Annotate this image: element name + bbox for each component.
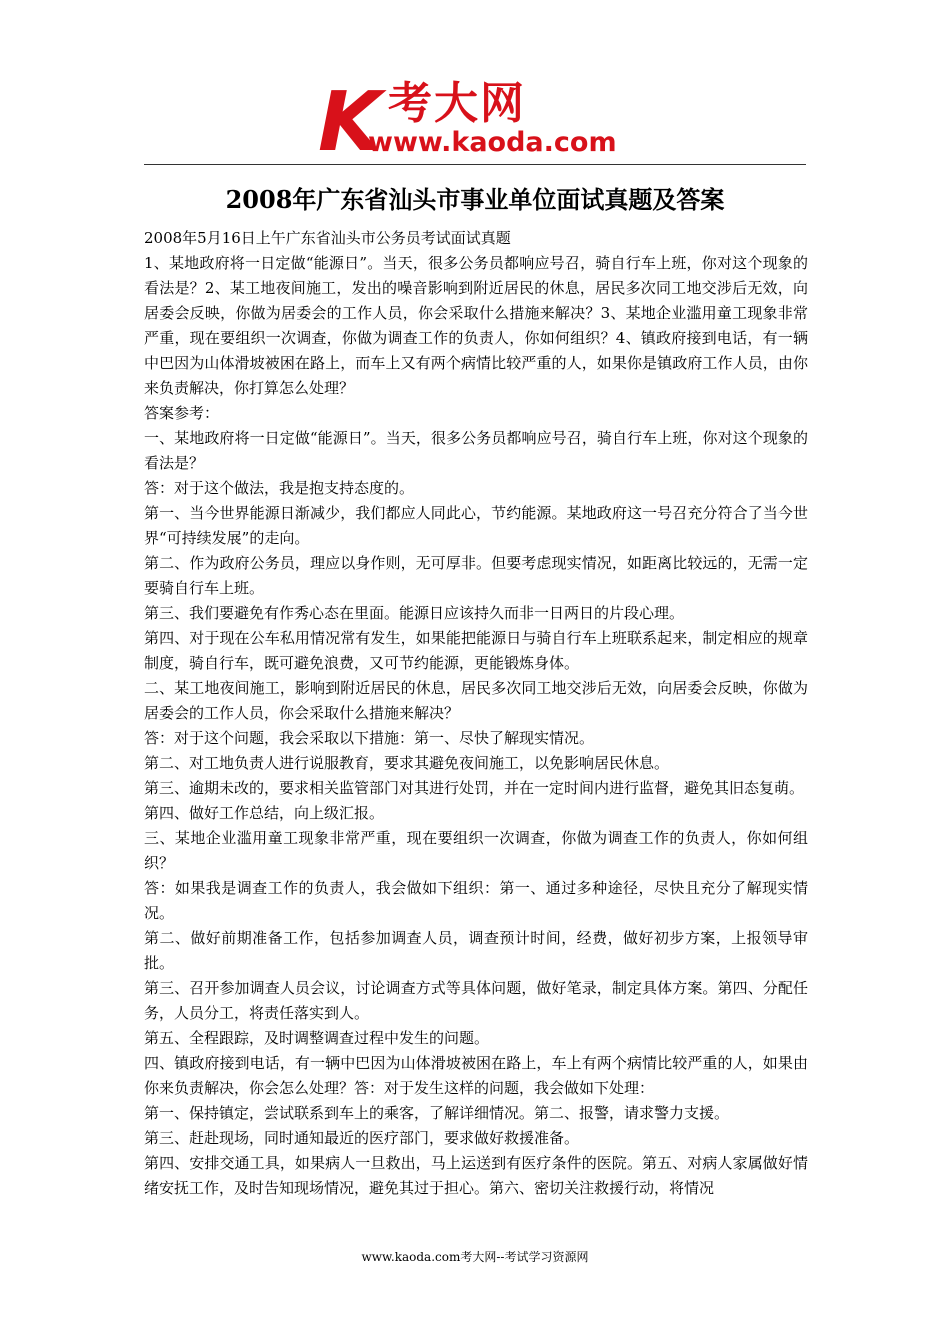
paragraph: 第四、对于现在公车私用情况常有发生，如果能把能源日与骑自行车上班联系起来，制定相应的规章制度，骑自行车，既可避免浪费，又可节约能源，更能锻炼身体。	[144, 629, 808, 672]
paragraph: 四、镇政府接到电话，有一辆中巴因为山体滑坡被困在路上，车上有两个病情比较严重的人，如果由你来负责解决，你会怎么处理？答：对于发生这样的问题，我会做如下处理：	[144, 1054, 808, 1097]
paragraph: 二、某工地夜间施工，影响到附近居民的休息，居民多次同工地交涉后无效，向居委会反映，你做为居委会的工作人员，你会采取什么措施来解决？	[144, 679, 808, 722]
header-divider	[144, 164, 806, 165]
paragraph: 三、某地企业滥用童工现象非常严重，现在要组织一次调查，你做为调查工作的负责人，你如何组织？	[144, 829, 808, 872]
paragraph: 答：对于这个问题，我会采取以下措施：第一、尽快了解现实情况。	[144, 729, 595, 747]
paragraph: 第二、对工地负责人进行说服教育，要求其避免夜间施工，以免影响居民休息。	[144, 754, 670, 772]
page-title: 2008年广东省汕头市事业单位面试真题及答案	[225, 185, 725, 214]
paragraph: 第二、做好前期准备工作，包括参加调查人员，调查预计时间，经费，做好初步方案，上报领导审批。	[144, 929, 808, 972]
logo-k-mark: K	[318, 75, 382, 170]
paragraph: 第三、赶赴现场，同时通知最近的医疗部门，要求做好救援准备。	[144, 1129, 580, 1147]
paragraph: 第四、安排交通工具，如果病人一旦救出，马上运送到有医疗条件的医院。第五、对病人家属做好情绪安抚工作，及时告知现场情况，避免其过于担心。第六、密切关注救援行动，将情况	[144, 1154, 808, 1197]
logo-chinese-name: 考大网	[388, 78, 526, 129]
paragraph: 第三、逾期未改的，要求相关监管部门对其进行处罚，并在一定时间内进行监督，避免其旧态复萌。	[144, 779, 805, 797]
paragraph: 答：如果我是调查工作的负责人，我会做如下组织：第一、通过多种途径，尽快且充分了解现实情况。	[144, 879, 808, 922]
paragraph: 答案参考：	[144, 404, 220, 422]
paragraph: 第二、作为政府公务员，理应以身作则，无可厚非。但要考虑现实情况，如距离比较远的，无需一定要骑自行车上班。	[144, 554, 808, 597]
paragraph: 第一、当今世界能源日渐减少，我们都应人同此心，节约能源。某地政府这一号召充分符合了当今世界“可持续发展”的走向。	[144, 504, 808, 547]
paragraph: 第五、全程跟踪，及时调整调查过程中发生的问题。	[144, 1029, 490, 1047]
paragraph: 2008年5月16日上午广东省汕头市公务员考试面试真题	[144, 229, 511, 247]
page-footer: www.kaoda.com考大网--考试学习资源网	[361, 1250, 589, 1264]
paragraph: 答：对于这个做法，我是抱支持态度的。	[144, 479, 415, 497]
document-body	[144, 226, 808, 1201]
paragraph: 第一、保持镇定，尝试联系到车上的乘客，了解详细情况。第二、报警，请求警力支援。	[144, 1104, 730, 1122]
paragraph: 1、某地政府将一日定做“能源日”。当天，很多公务员都响应号召，骑自行车上班，你对这个现象的看法是？2、某工地夜间施工，发出的噪音影响到附近居民的休息，居民多次同工地交涉后无效，向居委会反映，你做为居委会的工作人员，你会采取什么措施来解决？3、某地企业滥用童工现象非常严重，现在要组织一次调查，你做为调查工作的负责人，你如何组织？4、镇政府接到电话，有一辆中巴因为山体滑坡被困在路上，而车上又有两个病情比较严重的人，如果你是镇政府工作人员，由你来负责解决，你打算怎么处理？	[144, 254, 808, 397]
paragraph: 第四、做好工作总结，向上级汇报。	[144, 804, 385, 822]
paragraph: 第三、召开参加调查人员会议，讨论调查方式等具体问题，做好笔录，制定具体方案。第四、分配任务，人员分工，将责任落实到人。	[144, 979, 808, 1022]
paragraph: 一、某地政府将一日定做“能源日”。当天，很多公务员都响应号召，骑自行车上班，你对这个现象的看法是？	[144, 429, 808, 472]
kaoda-logo	[318, 75, 638, 170]
logo-url: www.kaoda.com	[368, 127, 617, 158]
paragraph: 第三、我们要避免有作秀心态在里面。能源日应该持久而非一日两日的片段心理。	[144, 604, 685, 622]
